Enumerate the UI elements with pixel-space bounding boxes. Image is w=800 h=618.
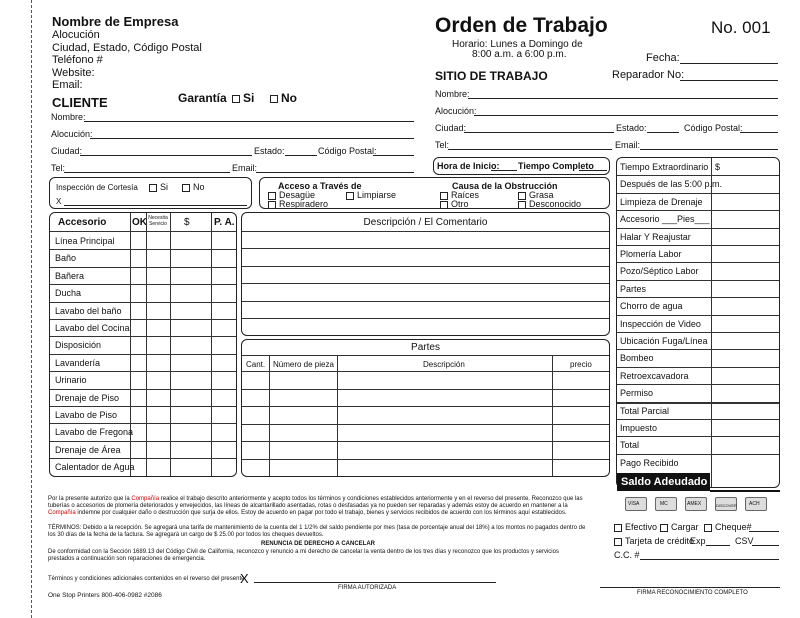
cheque-field[interactable]: [749, 531, 779, 532]
inspeccion-x: X: [56, 197, 62, 206]
perforation-line: [31, 0, 32, 618]
garantia-no: [270, 91, 297, 105]
schedule-line-1: Horario: Lunes a Domingo de: [452, 39, 583, 50]
charges-row-rule: [617, 210, 779, 211]
company-email: Email:: [52, 79, 83, 91]
legal-authorization: [48, 496, 588, 518]
causa-otro-checkbox[interactable]: [440, 201, 448, 209]
ach-card-label: ACH: [749, 501, 760, 507]
partes-heading-rule: [242, 355, 609, 356]
charges-row-label: Después de las 5:00 p.m.: [620, 179, 723, 190]
descripcion-heading: Descripción / El Comentario: [363, 217, 488, 228]
cliente-ciudad-label: Ciudad:: [51, 146, 83, 156]
firma-autorizada-field[interactable]: [254, 582, 496, 583]
accesorio-row-rule: [50, 302, 236, 303]
charges-row-label: Total Parcial: [620, 405, 670, 416]
charges-row-label: Pago Recibido: [620, 457, 679, 468]
accesorio-row-rule: [50, 354, 236, 355]
company-address: Alocución: [52, 29, 100, 41]
accesorio-row-label: Lavabo del Cocina: [55, 323, 130, 333]
charges-row-rule: [617, 297, 779, 298]
charges-row-rule: [617, 419, 779, 420]
charges-table: [616, 157, 780, 488]
descripcion-header-rule: [242, 231, 609, 232]
partes-row-rule[interactable]: [242, 459, 609, 460]
legal-p1-part-c: realice el trabajo descrito anteriormente y acepto todos los términos y condiciones establecidos anteriormente y en el reverso del presente. Reconozco que las tuberías o accesorios de plomería deteriorados y envejecidos, las líneas de alcantarillado asentadas, rotas o desfasadas ya no pueden ser reparadas y además estoy de acuerdo en mantener a la: [48, 496, 583, 510]
charges-row-label: Halar Y Reajustar: [620, 231, 691, 242]
accesorio-col-rule-2: [146, 213, 147, 476]
order-number: No. 001: [711, 18, 771, 37]
reparador-label: Reparador No:: [612, 69, 685, 81]
cliente-codigo-label: Código Postal:: [318, 146, 377, 156]
ok-header: OK: [132, 217, 147, 228]
causa-desconocido-label: Desconocido: [529, 199, 582, 209]
descripcion-line[interactable]: [242, 266, 609, 267]
renuncia-title: RENUNCIA DE DERECHO A CANCELAR: [260, 541, 375, 547]
charges-row-label: Bombeo: [620, 353, 654, 364]
accesorio-table: [49, 212, 237, 477]
inspeccion-signature-field[interactable]: [64, 205, 247, 206]
charges-row-label: Limpieza de Drenaje: [620, 196, 703, 207]
hora-inicio-label: Hora de Inicio:: [437, 161, 500, 171]
cliente-tel-field[interactable]: [64, 172, 230, 173]
sitio-alocucion-label: Alocución:: [435, 106, 477, 116]
garantia-si-checkbox[interactable]: [232, 95, 240, 103]
acceso-respiradero-checkbox[interactable]: [268, 201, 276, 209]
exp-field[interactable]: [706, 545, 730, 546]
tiempo-completo-label: Tiempo Completo: [518, 161, 594, 171]
cliente-alocucion-label: Alocución:: [51, 129, 93, 139]
accesorio-header-rule: [50, 231, 236, 232]
sitio-ciudad-field[interactable]: [464, 132, 614, 133]
sitio-tel-field[interactable]: [448, 149, 612, 150]
charges-dollar: $: [715, 162, 721, 172]
acceso-limpiarse-label: Limpiarse: [357, 190, 397, 200]
saldo-adeudado-field[interactable]: [710, 490, 780, 492]
descripcion-line[interactable]: [242, 301, 609, 302]
partes-row-rule[interactable]: [242, 424, 609, 425]
causa-otro: [440, 199, 469, 209]
charges-row-rule: [617, 280, 779, 281]
ach-card-icon: [745, 497, 767, 511]
company-info: [52, 29, 202, 92]
charges-row-rule: [617, 175, 779, 176]
charges-col-rule: [711, 158, 712, 487]
descripcion-line[interactable]: [242, 318, 609, 319]
causa-grasa-label: Grasa: [529, 190, 554, 200]
causa-desconocido: [518, 199, 581, 209]
sitio-nombre-field[interactable]: [468, 98, 778, 99]
charges-row-label: Accesorio ___Pies___: [620, 214, 710, 225]
signature-x: X: [240, 571, 249, 586]
accesorio-row-rule: [50, 458, 236, 459]
sitio-nombre-label: Nombre:: [435, 89, 470, 99]
garantia-si: [232, 91, 254, 105]
accesorio-header: Accesorio: [58, 217, 107, 228]
efectivo-option: [614, 522, 657, 532]
sitio-alocucion-field[interactable]: [474, 115, 778, 116]
charges-row-label: Partes: [620, 283, 647, 294]
charges-row-label: Impuesto: [620, 423, 658, 433]
hora-inicio-field[interactable]: [491, 170, 517, 171]
discover-card-label: DISCOVER: [716, 503, 737, 508]
exp-label: Exp: [690, 536, 706, 546]
terminos-adicionales: Términos y condiciones adicionales contenidos en el reverso del presente.: [48, 576, 247, 582]
accesorio-row-label: Lavabo de Piso: [55, 410, 118, 420]
cliente-estado-field[interactable]: [285, 155, 317, 156]
sitio-codigo-label: Código Postal:: [684, 123, 743, 133]
charges-row-label: Permiso: [620, 388, 654, 399]
partes-box: [241, 339, 610, 477]
cliente-alocucion-field[interactable]: [90, 138, 414, 139]
legal-company-ref-1: Compañía: [131, 496, 160, 502]
company-phone: Teléfono #: [52, 54, 103, 66]
accesorio-row-rule: [50, 267, 236, 268]
mastercard-icon: [655, 497, 677, 511]
sitio-heading: SITIO DE TRABAJO: [435, 69, 548, 83]
accesorio-row-label: Urinario: [55, 375, 87, 386]
cheque-option: [704, 522, 752, 532]
company-city: Ciudad, Estado, Código Postal: [52, 41, 202, 54]
cliente-codigo-field[interactable]: [373, 155, 414, 156]
partes-precio-header: precio: [570, 360, 592, 369]
causa-otro-label: Otro: [451, 199, 469, 209]
dollar-header: $: [184, 217, 190, 228]
charges-row-rule: [617, 454, 779, 455]
acceso-respiradero-label: Respiradero: [279, 199, 329, 209]
pa-header: P. A.: [214, 217, 235, 228]
sitio-estado-field[interactable]: [647, 132, 679, 133]
fecha-field[interactable]: [680, 63, 778, 64]
visa-card-label: VISA: [628, 501, 640, 507]
saldo-adeudado-label: Saldo Adeudado: [617, 473, 710, 491]
charges-row-label: Pozo/Séptico Labor: [620, 266, 699, 277]
acceso-respiradero: [268, 199, 328, 209]
inspeccion-no: [182, 182, 205, 192]
charges-row-label: Retroexcavadora: [620, 370, 689, 381]
charges-row-rule: [617, 367, 779, 368]
accesorio-row-rule: [50, 423, 236, 424]
charges-row-label: Inspección de Video: [620, 318, 701, 329]
efectivo-checkbox[interactable]: [614, 524, 622, 532]
accesorio-row-rule: [50, 336, 236, 337]
accesorio-row-label: Lavandería: [55, 357, 101, 368]
company-name: Nombre de Empresa: [52, 14, 179, 29]
accesorio-row-label: Bañera: [55, 270, 85, 281]
inspeccion-label: Inspección de Cortesía: [56, 183, 138, 192]
accesorio-row-rule: [50, 406, 236, 407]
charges-row-rule: [617, 315, 779, 316]
cargar-label: Cargar: [671, 522, 699, 532]
visa-card-icon: [625, 497, 647, 511]
cc-field[interactable]: [640, 559, 779, 560]
amex-card-label: AMEX: [687, 501, 702, 507]
accesorio-row-label: Lavabo del baño: [55, 305, 122, 316]
reparador-field[interactable]: [680, 80, 778, 81]
inspeccion-no-checkbox[interactable]: [182, 184, 190, 192]
accesorio-row-label: Lavabo de Fregona: [55, 427, 134, 438]
sitio-codigo-field[interactable]: [740, 132, 778, 133]
firma-reconocimiento-field[interactable]: [600, 587, 780, 588]
tiempo-completo-field[interactable]: [579, 170, 607, 171]
renuncia-text: De conformidad con la Sección 1689.13 del Código Civil de California, reconozco y renuncio a mi derecho de cancelar la venta dentro de los tres días y reconozco que los productos y servicios prestados a continuación son reparaciones de emergencia.: [48, 549, 559, 563]
mastercard-label: MC: [660, 501, 668, 507]
garantia-no-checkbox[interactable]: [270, 95, 278, 103]
charges-row-label: Ubicación Fuga/Línea: [620, 336, 708, 346]
sitio-email-label: Email:: [615, 140, 641, 150]
cliente-nombre-label: Nombre:: [51, 112, 86, 122]
causa-heading: Causa de la Obstrucción: [452, 181, 558, 191]
cheque-checkbox[interactable]: [704, 524, 712, 532]
acceso-limpiarse-checkbox[interactable]: [346, 192, 354, 200]
accesorio-row-label: Baño: [55, 253, 77, 264]
accesorio-col-rule-3: [170, 213, 171, 476]
charges-row-rule: [617, 349, 779, 350]
accesorio-row-rule: [50, 284, 236, 285]
tarjeta-checkbox[interactable]: [614, 538, 622, 546]
charges-row-rule: [617, 245, 779, 246]
causa-desconocido-checkbox[interactable]: [518, 201, 526, 209]
charges-row-label: Total: [620, 440, 640, 451]
partes-row-rule[interactable]: [242, 406, 609, 407]
fecha-label: Fecha:: [646, 52, 680, 64]
charges-row-rule: [617, 262, 779, 263]
discover-card-icon: [715, 497, 737, 511]
cc-label: C.C. #: [614, 550, 640, 560]
cliente-estado-label: Estado:: [254, 146, 285, 156]
legal-terms: TÉRMINOS: Debido a la recepción. Se agregará una tarifa de mantenimiento de la cuenta del 1 1/2% del saldo pendiente por mes (tasa de porcentaje anual del 18%) a los montos no pagados dentro de los 30 días de la fecha de la factura. Se agregará un cargo de $ 25.00 por todos los cheques devueltos.: [48, 525, 586, 539]
accesorio-row-label: Disposición: [55, 340, 102, 351]
amex-card-icon: [685, 497, 707, 511]
cliente-email-label: Email:: [232, 163, 258, 173]
accesorio-row-rule: [50, 249, 236, 250]
partes-descripcion-header: Descripción: [423, 360, 465, 369]
sitio-ciudad-label: Ciudad:: [435, 123, 467, 133]
accesorio-row-rule: [50, 441, 236, 442]
acceso-heading: Acceso a Través de: [278, 181, 362, 191]
csv-field[interactable]: [752, 545, 779, 546]
accesorio-col-rule-4: [211, 213, 212, 476]
csv-label: CSV: [735, 536, 754, 546]
charges-row-rule: [617, 402, 779, 404]
legal-company-ref-2: Compañía: [48, 510, 76, 517]
efectivo-label: Efectivo: [625, 522, 658, 532]
garantia-no-label: No: [281, 91, 297, 105]
accesorio-row-rule: [50, 389, 236, 390]
firma-reconocimiento-label: FIRMA RECONOCIMIENTO COMPLETO: [637, 590, 748, 596]
partes-row-rule[interactable]: [242, 389, 609, 390]
inspeccion-si: [149, 182, 168, 192]
partes-heading: Partes: [411, 342, 440, 353]
charges-row-rule: [617, 384, 779, 385]
charges-row-label: Plomería Labor: [620, 249, 682, 259]
charges-row-rule: [617, 332, 779, 333]
legal-p1-part-e: indemne por cualquier daño o destrucción que surja de ellos. Estoy de acuerdo en pagar por todo el trabajo, bienes y servicios recibidos de acuerdo con los términos aquí establecidos.: [75, 510, 567, 517]
charges-row-rule: [617, 228, 779, 229]
firma-autorizada-label: FIRMA AUTORIZADA: [338, 585, 397, 591]
partes-cant-header: Cant.: [246, 360, 266, 369]
cheque-label: Cheque#: [715, 522, 752, 532]
charges-row-rule: [617, 193, 779, 194]
tarjeta-label: Tarjeta de crédito: [625, 536, 695, 546]
charges-row-label: Tiempo Extraordinario: [620, 162, 709, 172]
causa-raices-label: Raíces: [451, 190, 480, 200]
partes-row-rule[interactable]: [242, 371, 609, 372]
accesorio-row-label: Ducha: [55, 288, 82, 299]
sitio-email-field[interactable]: [640, 149, 778, 150]
cargar-checkbox[interactable]: [660, 524, 668, 532]
printer-credit: One Stop Printers 800-406-0982 #2086: [48, 592, 162, 599]
cliente-heading: CLIENTE: [52, 95, 108, 110]
garantia-label: Garantía: [178, 91, 227, 105]
inspeccion-si-label: Si: [160, 182, 169, 192]
descripcion-line[interactable]: [242, 248, 609, 249]
legal-p1-part-a: Por la presente autorizo que la: [48, 496, 132, 502]
inspeccion-no-label: No: [193, 182, 205, 192]
page-title: Orden de Trabajo: [435, 14, 608, 37]
accesorio-row-label: Drenaje de Piso: [55, 392, 120, 403]
cliente-tel-label: Tel:: [51, 163, 66, 173]
charges-row-rule: [617, 436, 779, 437]
acceso-desague-label: Desagüe: [279, 190, 316, 200]
descripcion-box: [241, 212, 610, 336]
sitio-estado-label: Estado:: [616, 123, 647, 133]
cliente-email-field[interactable]: [256, 172, 414, 173]
cliente-ciudad-field[interactable]: [80, 155, 252, 156]
accesorio-row-rule: [50, 371, 236, 372]
company-website: Website:: [52, 66, 95, 79]
inspeccion-si-checkbox[interactable]: [149, 184, 157, 192]
accesorio-row-label: Calentador de Agua: [55, 462, 135, 473]
schedule-line-2: 8:00 a.m. a 6:00 p.m.: [472, 49, 567, 60]
necesita-servicio-header: Necesita Servicio: [148, 215, 168, 227]
accesorio-row-label: Línea Principal: [55, 236, 115, 246]
sitio-tel-label: Tel:: [435, 140, 450, 150]
charges-row-label: Chorro de agua: [620, 301, 683, 312]
partes-row-rule[interactable]: [242, 441, 609, 442]
descripcion-line[interactable]: [242, 283, 609, 284]
cliente-nombre-field[interactable]: [84, 121, 414, 122]
partes-numero-header: Número de pieza: [273, 360, 334, 369]
accesorio-row-rule: [50, 319, 236, 320]
acceso-limpiarse: [346, 190, 396, 200]
garantia-si-label: Si: [243, 91, 255, 105]
tarjeta-option: [614, 536, 694, 546]
cargar-option: [660, 522, 699, 532]
accesorio-row-label: Drenaje de Área: [55, 444, 121, 455]
